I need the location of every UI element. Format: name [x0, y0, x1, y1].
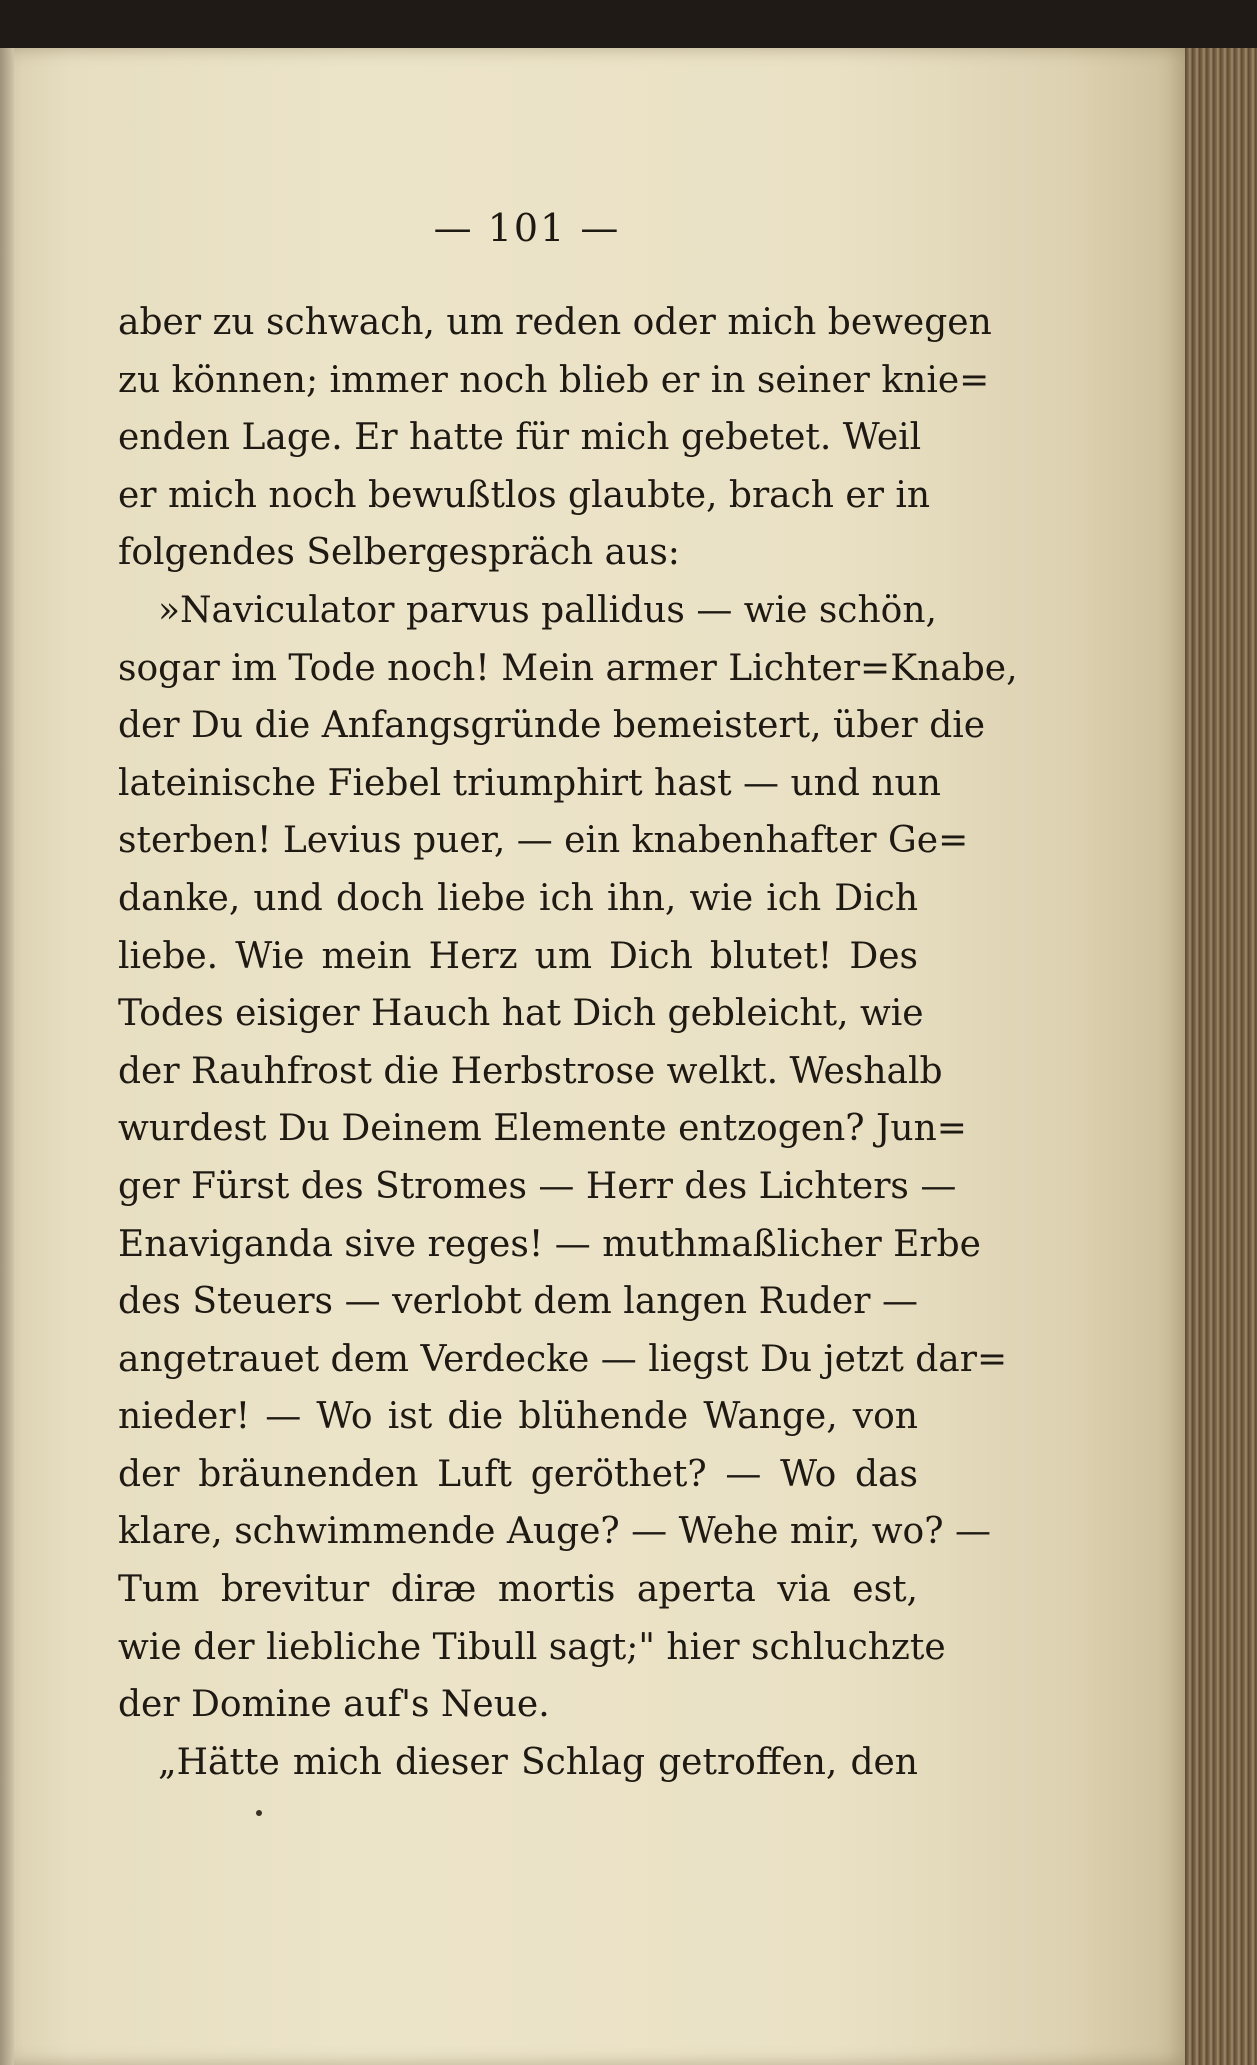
text-line: Todes eisiger Hauch hat Dich gebleicht, wie	[118, 993, 924, 1035]
text-line: der Domine auf's Neue.	[118, 1684, 550, 1726]
text-line: „Hätte mich dieser Schlag getroffen, den	[158, 1741, 918, 1783]
text-line: ger Fürst des Stromes — Herr des Lichters —	[118, 1165, 957, 1207]
text-line: zu können; immer noch blieb er in seiner knie=	[118, 359, 990, 401]
text-line: folgendes Selbergespräch aus:	[118, 532, 680, 574]
text-line: danke, und doch liebe ich ihn, wie ich Dich	[118, 877, 918, 919]
text-line: der Du die Anfangsgründe bemeistert, über die	[118, 705, 986, 747]
text-line: aber zu schwach, um reden oder mich bewegen	[118, 302, 992, 343]
text-line: wie der liebliche Tibull sagt;" hier schluchzte	[118, 1626, 946, 1668]
text-line: sterben! Levius puer, — ein knabenhafter Ge=	[118, 820, 969, 862]
book-fore-edge	[1185, 48, 1257, 2065]
scan-background-top	[0, 0, 1257, 48]
text-line: der bräunenden Luft geröthet? — Wo das	[118, 1453, 918, 1495]
text-line: »Naviculator parvus pallidus — wie schön,	[158, 589, 937, 631]
text-line: sogar im Tode noch! Mein armer Lichter=Knabe,	[118, 647, 1018, 689]
body-text	[118, 294, 1018, 1791]
page-gutter	[0, 48, 14, 2065]
page-text	[118, 206, 1018, 1791]
text-line: der Rauhfrost die Herbstrose welkt. Weshalb	[118, 1050, 943, 1092]
text-line: Enaviganda sive reges! — muthmaßlicher Erbe	[118, 1223, 981, 1265]
text-line: Tum brevitur diræ mortis aperta via est,	[118, 1569, 918, 1611]
text-line: er mich noch bewußtlos glaubte, brach er in	[118, 474, 931, 516]
text-line: enden Lage. Er hatte für mich gebetet. Weil	[118, 417, 922, 459]
text-line: des Steuers — verlobt dem langen Ruder —	[118, 1281, 918, 1323]
text-line: liebe. Wie mein Herz um Dich blutet! Des	[118, 935, 918, 977]
text-line: nieder! — Wo ist die blühende Wange, von	[118, 1396, 918, 1438]
text-line: lateinische Fiebel triumphirt hast — und nun	[118, 762, 941, 804]
ink-speck	[256, 1810, 262, 1816]
text-line: wurdest Du Deinem Elemente entzogen? Jun=	[118, 1108, 967, 1150]
text-line: angetrauet dem Verdecke — liegst Du jetzt dar=	[118, 1338, 1008, 1380]
text-line: klare, schwimmende Auge? — Wehe mir, wo? —	[118, 1511, 991, 1553]
page-number-header: — 101 —	[433, 206, 621, 250]
